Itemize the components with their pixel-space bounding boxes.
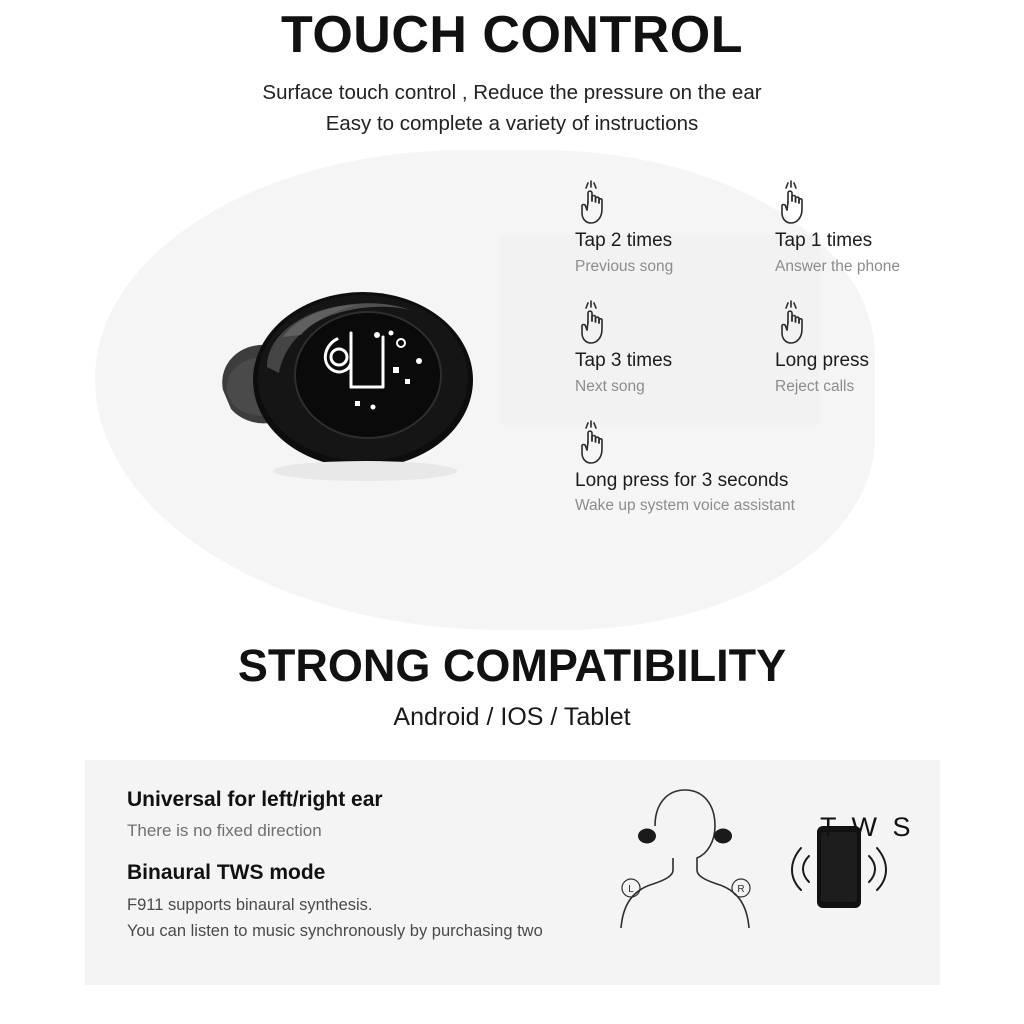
- feature-binaural-desc-line1: F911 supports binaural synthesis.: [127, 896, 373, 915]
- touch-control-action: Answer the phone: [775, 257, 900, 275]
- touch-control-action: Wake up system voice assistant: [575, 497, 795, 515]
- compatibility-panel: [85, 760, 940, 985]
- tws-label: T W S: [820, 812, 915, 843]
- touch-control-subtitle-line2: Easy to complete a variety of instructions: [325, 112, 699, 136]
- touch-controls-row-3: [575, 420, 995, 540]
- tap-hand-icon: [575, 420, 609, 466]
- touch-control-label: Tap 3 times: [575, 349, 673, 371]
- svg-text:R: R: [737, 884, 745, 896]
- compatibility-features: [127, 788, 597, 944]
- touch-control-item: [575, 180, 775, 277]
- compatibility-subtitle: Android / IOS / Tablet: [393, 703, 631, 732]
- feature-binaural-desc-line2: You can listen to music synchronously by purchasing two: [127, 921, 543, 940]
- touch-control-label: Long press: [775, 349, 870, 371]
- tap-hand-icon: [575, 180, 609, 226]
- compatibility-title: STRONG COMPATIBILITY: [237, 640, 787, 691]
- touch-control-subtitle: [0, 77, 1024, 141]
- touch-control-item: [575, 420, 975, 517]
- touch-control-label: Long press for 3 seconds: [575, 469, 789, 491]
- feature-binaural-title: Binaural TWS mode: [127, 861, 326, 885]
- touch-controls-grid: [575, 180, 995, 539]
- feature-universal-desc: There is no fixed direction: [127, 821, 322, 841]
- touch-control-action: Reject calls: [775, 377, 855, 395]
- touch-control-subtitle-line1: Surface touch control , Reduce the pressure on the ear: [262, 80, 762, 104]
- tws-illustration: [555, 778, 935, 968]
- compatibility-section: [0, 642, 1024, 985]
- svg-text:L: L: [628, 884, 634, 896]
- touch-control-action: Next song: [575, 377, 645, 395]
- earbud-product-image: [205, 275, 495, 490]
- tap-hand-icon: [775, 300, 809, 346]
- touch-control-item: [775, 300, 975, 397]
- touch-controls-row-2: [575, 300, 995, 420]
- feature-universal-title: Universal for left/right ear: [127, 788, 383, 812]
- touch-control-item: [575, 300, 775, 397]
- tap-hand-icon: [775, 180, 809, 226]
- touch-control-label: Tap 2 times: [575, 230, 673, 251]
- touch-controls-row-1: [575, 180, 995, 300]
- tap-hand-icon: [575, 300, 609, 346]
- touch-control-action: Previous song: [575, 257, 674, 275]
- touch-control-label: Tap 1 times: [775, 230, 873, 251]
- touch-control-item: [775, 180, 975, 277]
- touch-control-title: TOUCH CONTROL: [281, 6, 743, 64]
